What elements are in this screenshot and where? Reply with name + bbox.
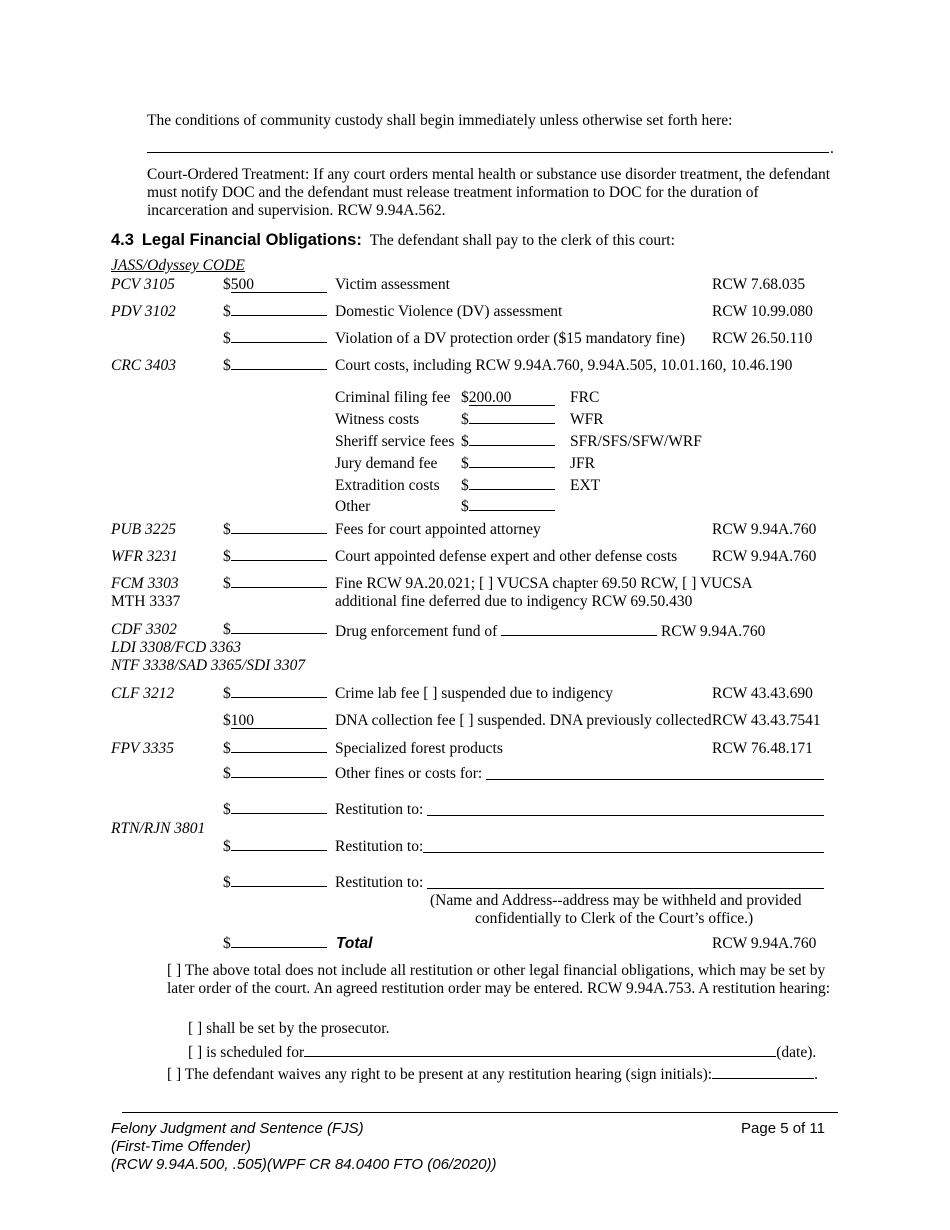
code-fpv: FPV 3335 — [111, 740, 174, 757]
restitution-total-note: [ ] The above total does not include all restitution or other legal financial obligations, which may be set by later order of the court. An agreed restitution order may be entered. RCW 9.94A.753. A restitution hearing: — [167, 962, 831, 997]
amount-restitution[interactable]: $ — [223, 874, 327, 892]
restitution-note-line1: (Name and Address--address may be withheld and provided — [430, 892, 802, 909]
other-fines-blank[interactable] — [486, 779, 824, 780]
amount-dna[interactable]: $100 — [223, 712, 327, 730]
court-cost-label: Other — [335, 498, 371, 515]
desc-wfr: Court appointed defense expert and other defense costs — [335, 548, 678, 565]
amount-dvpo[interactable]: $ — [223, 330, 327, 348]
rcw-wfr: RCW 9.94A.760 — [712, 548, 817, 565]
custody-begin-blank[interactable] — [147, 152, 829, 153]
court-cost-code: EXT — [570, 477, 601, 494]
desc-dvpo: Violation of a DV protection order ($15 mandatory fine) — [335, 330, 686, 347]
code-crc: CRC 3403 — [111, 357, 177, 374]
desc-pub: Fees for court appointed attorney — [335, 521, 541, 538]
footer-rule — [122, 1112, 838, 1113]
desc-fpv: Specialized forest products — [335, 740, 503, 757]
court-cost-amount[interactable]: $ — [461, 498, 555, 516]
hearing-option-scheduled: [ ] is scheduled for (date). — [188, 1044, 817, 1061]
court-cost-label: Witness costs — [335, 411, 420, 428]
initials-blank[interactable] — [712, 1064, 814, 1079]
amount-pub[interactable]: $ — [223, 521, 327, 539]
court-cost-label: Extradition costs — [335, 477, 440, 494]
desc-fcm-line1: Fine RCW 9A.20.021; [ ] VUCSA chapter 69.50 RCW, [ ] VUCSA — [335, 575, 753, 592]
amount-fpv[interactable]: $ — [223, 740, 327, 758]
amount-fcm[interactable]: $ — [223, 575, 327, 593]
court-cost-code: WFR — [570, 411, 604, 428]
desc-other: Other fines or costs for: — [335, 765, 483, 782]
court-cost-amount[interactable]: $ — [461, 411, 555, 429]
desc-pcv: Victim assessment — [335, 276, 450, 293]
lfo-heading — [111, 231, 675, 250]
amount-restitution[interactable]: $ — [223, 838, 327, 856]
amount-cdf[interactable]: $ — [223, 621, 327, 639]
custody-begin-text: The conditions of community custody shall begin immediately unless otherwise set forth here: — [147, 112, 733, 129]
code-clf: CLF 3212 — [111, 685, 175, 702]
custody-end-period: . — [830, 140, 834, 157]
rcw-fpv: RCW 76.48.171 — [712, 740, 813, 757]
rcw-dvpo: RCW 26.50.110 — [712, 330, 813, 347]
amount-pdv[interactable]: $ — [223, 303, 327, 321]
court-cost-code: JFR — [570, 455, 595, 472]
rcw-pcv: RCW 7.68.035 — [712, 276, 806, 293]
treatment-paragraph: Court-Ordered Treatment: If any court orders mental health or substance use disorder treatment, the defendant must notify DOC and the defendant must release treatment information to DOC for the duration of incarceration and supervision. RCW 9.94A.562. — [147, 166, 831, 219]
amount-total[interactable]: $ — [223, 935, 327, 953]
amount-clf[interactable]: $ — [223, 685, 327, 703]
code-ntf: NTF 3338/SAD 3365/SDI 3307 — [111, 657, 306, 674]
code-wfr: WFR 3231 — [111, 548, 178, 565]
footer-form-code: (RCW 9.94A.500, .505)(WPF CR 84.0400 FTO (06/2020)) — [111, 1156, 497, 1173]
code-fcm: FCM 3303 — [111, 575, 179, 592]
desc-dna: DNA collection fee [ ] suspended. DNA previously collected — [335, 712, 712, 729]
restitution-note-line2: confidentially to Clerk of the Court’s office.) — [475, 910, 754, 927]
drug-fund-blank[interactable] — [501, 621, 657, 636]
lfo-heading-number: 4.3 — [111, 231, 134, 249]
lfo-heading-title: Legal Financial Obligations: — [141, 231, 362, 249]
code-pdv: PDV 3102 — [111, 303, 176, 320]
waiver-line: [ ] The defendant waives any right to be present at any restitution hearing (sign initials): . — [167, 1066, 818, 1083]
restitution-label: Restitution to: — [335, 801, 424, 818]
desc-crc: Court costs, including RCW 9.94A.760, 9.94A.505, 10.01.160, 10.46.190 — [335, 357, 793, 374]
court-cost-label: Sheriff service fees — [335, 433, 455, 450]
rcw-dna: RCW 43.43.7541 — [712, 712, 821, 729]
court-cost-amount[interactable]: $ — [461, 433, 555, 451]
footer-title: Felony Judgment and Sentence (FJS) — [111, 1120, 364, 1137]
court-cost-amount[interactable]: $ — [461, 477, 555, 495]
rcw-clf: RCW 43.43.690 — [712, 685, 813, 702]
page-number: Page 5 of 11 — [741, 1120, 825, 1137]
amount-other[interactable]: $ — [223, 765, 327, 783]
total-label: Total — [336, 935, 373, 952]
amount-pcv[interactable]: $500 — [223, 276, 327, 294]
court-cost-label: Criminal filing fee — [335, 389, 451, 406]
restitution-label: Restitution to: — [335, 874, 424, 891]
code-pcv: PCV 3105 — [111, 276, 175, 293]
code-cdf: CDF 3302 — [111, 621, 177, 638]
court-cost-code: SFR/SFS/SFW/WRF — [570, 433, 702, 450]
rcw-total: RCW 9.94A.760 — [712, 935, 817, 952]
desc-pdv: Domestic Violence (DV) assessment — [335, 303, 563, 320]
code-restitution: RTN/RJN 3801 — [111, 820, 206, 837]
restitution-recipient-blank[interactable] — [427, 815, 824, 816]
code-column-header: JASS/Odyssey CODE — [111, 257, 245, 274]
rcw-pub: RCW 9.94A.760 — [712, 521, 817, 538]
hearing-option-prosecutor[interactable]: [ ] shall be set by the prosecutor. — [188, 1020, 390, 1037]
desc-clf: Crime lab fee [ ] suspended due to indigency — [335, 685, 614, 702]
rcw-pdv: RCW 10.99.080 — [712, 303, 813, 320]
desc-cdf: Drug enforcement fund of RCW 9.94A.760 — [335, 623, 766, 640]
code-ldi: LDI 3308/FCD 3363 — [111, 639, 242, 656]
court-cost-amount[interactable]: $200.00 — [461, 389, 555, 407]
code-mth: MTH 3337 — [111, 593, 181, 610]
amount-restitution[interactable]: $ — [223, 801, 327, 819]
footer-subtitle: (First-Time Offender) — [111, 1138, 251, 1155]
court-cost-code: FRC — [570, 389, 600, 406]
restitution-recipient-blank[interactable] — [427, 888, 824, 889]
court-cost-label: Jury demand fee — [335, 455, 438, 472]
restitution-label: Restitution to: — [335, 838, 424, 855]
amount-crc[interactable]: $ — [223, 357, 327, 375]
amount-wfr[interactable]: $ — [223, 548, 327, 566]
code-pub: PUB 3225 — [111, 521, 177, 538]
desc-fcm-line2: additional fine deferred due to indigency RCW 69.50.430 — [335, 593, 693, 610]
lfo-heading-text: The defendant shall pay to the clerk of this court: — [369, 232, 675, 249]
court-cost-amount[interactable]: $ — [461, 455, 555, 473]
hearing-date-blank[interactable] — [304, 1042, 776, 1057]
restitution-recipient-blank[interactable] — [423, 852, 824, 853]
